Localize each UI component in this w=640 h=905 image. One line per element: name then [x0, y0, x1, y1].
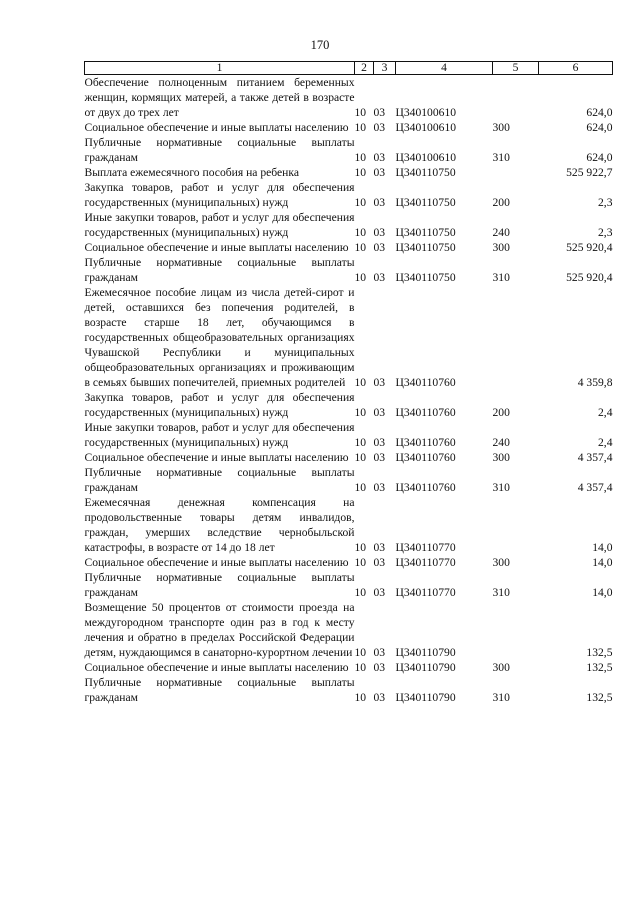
column-header-subsection: 3: [374, 62, 396, 75]
row-subsection: 03: [373, 271, 386, 284]
table-row: [85, 120, 613, 135]
row-section: 10: [354, 661, 367, 674]
row-amount: 2,3: [598, 196, 613, 209]
row-section: 10: [354, 151, 367, 164]
row-type: 200: [492, 196, 510, 209]
row-amount: 14,0: [592, 586, 613, 599]
row-code: Ц340100610: [395, 106, 457, 119]
row-name: Выплата ежемесячного пособия на ребенка: [84, 166, 299, 179]
row-subsection: 03: [373, 586, 386, 599]
row-section: 10: [354, 121, 367, 134]
row-subsection: 03: [373, 646, 386, 659]
table-row: [85, 390, 613, 420]
row-name: Иные закупки товаров, работ и услуг для обеспечения государственных (муниципальных) нужд: [84, 421, 355, 449]
row-code: Ц340110750: [395, 226, 456, 239]
row-code: Ц340110760: [395, 406, 456, 419]
row-subsection: 03: [373, 166, 386, 179]
row-type: 200: [492, 406, 510, 419]
row-type: 300: [492, 661, 510, 674]
row-code: Ц340110760: [395, 376, 456, 389]
row-code: Ц340100610: [395, 151, 457, 164]
row-type: 300: [492, 451, 510, 464]
row-code: Ц340110750: [395, 271, 456, 284]
table-row: [85, 75, 613, 121]
row-type: [493, 495, 539, 555]
row-name: Публичные нормативные социальные выплаты гражданам: [84, 571, 355, 599]
row-subsection: 03: [373, 376, 386, 389]
row-amount: 624,0: [586, 106, 613, 119]
row-subsection: 03: [373, 436, 386, 449]
row-name: Социальное обеспечение и иные выплаты населению: [84, 241, 349, 254]
row-type: 300: [492, 241, 510, 254]
row-name: Социальное обеспечение и иные выплаты населению: [84, 121, 349, 134]
row-subsection: 03: [373, 106, 386, 119]
table-row: [85, 465, 613, 495]
row-section: 10: [354, 691, 367, 704]
row-subsection: 03: [373, 481, 386, 494]
row-name: Публичные нормативные социальные выплаты гражданам: [84, 256, 355, 284]
row-amount: 132,5: [586, 691, 613, 704]
row-amount: 4 357,4: [577, 451, 613, 464]
table-row: [85, 495, 613, 555]
row-type: 240: [492, 436, 510, 449]
row-subsection: 03: [373, 451, 386, 464]
header-row: [85, 62, 613, 75]
row-amount: 132,5: [586, 661, 613, 674]
row-code: Ц340110760: [395, 451, 456, 464]
row-type: [493, 285, 539, 390]
row-amount: 2,4: [598, 436, 613, 449]
row-type: [493, 600, 539, 660]
row-section: 10: [354, 451, 367, 464]
row-type: 310: [492, 151, 510, 164]
row-subsection: 03: [373, 691, 386, 704]
row-section: 10: [354, 166, 367, 179]
row-code: Ц340110750: [395, 196, 456, 209]
column-header-code: 4: [396, 62, 493, 75]
table-row: [85, 135, 613, 165]
row-name: Возмещение 50 процентов от стоимости проезда на междугородном транспорте один раз в год к месту лечения и обратно в пределах Российской Федерации детям, нуждающимся в санаторно-курортном лечении: [84, 601, 355, 659]
row-amount: 4 359,8: [577, 376, 613, 389]
row-code: Ц340110760: [395, 481, 456, 494]
row-code: Ц340110750: [395, 241, 456, 254]
row-subsection: 03: [373, 226, 386, 239]
table-row: [85, 285, 613, 390]
row-code: Ц340110790: [395, 661, 456, 674]
row-amount: 14,0: [592, 556, 613, 569]
row-section: 10: [354, 106, 367, 119]
table-row: [85, 675, 613, 705]
row-name: Публичные нормативные социальные выплаты гражданам: [84, 466, 355, 494]
row-section: 10: [354, 541, 367, 554]
row-section: 10: [354, 646, 367, 659]
row-amount: 2,4: [598, 406, 613, 419]
row-name: Социальное обеспечение и иные выплаты населению: [84, 661, 349, 674]
row-subsection: 03: [373, 241, 386, 254]
row-section: 10: [354, 241, 367, 254]
row-code: Ц340110790: [395, 691, 456, 704]
row-section: 10: [354, 586, 367, 599]
row-subsection: 03: [373, 121, 386, 134]
row-amount: 624,0: [586, 121, 613, 134]
row-name: Публичные нормативные социальные выплаты гражданам: [84, 676, 355, 704]
row-code: Ц340110790: [395, 646, 456, 659]
row-type: 300: [492, 121, 510, 134]
row-type: [493, 165, 539, 180]
table-row: [85, 660, 613, 675]
row-name: Социальное обеспечение и иные выплаты населению: [84, 451, 349, 464]
row-code: Ц340110770: [395, 541, 456, 554]
row-type: 310: [492, 586, 510, 599]
row-section: 10: [354, 376, 367, 389]
row-section: 10: [354, 196, 367, 209]
table-row: [85, 240, 613, 255]
row-name: Обеспечение полноценным питанием беременных женщин, кормящих матерей, а также детей в возрасте от двух до трех лет: [84, 76, 355, 119]
row-code: Ц340110760: [395, 436, 456, 449]
row-section: 10: [354, 481, 367, 494]
row-amount: 14,0: [592, 541, 613, 554]
row-subsection: 03: [373, 151, 386, 164]
row-subsection: 03: [373, 661, 386, 674]
row-type: 300: [492, 556, 510, 569]
column-header-type: 5: [493, 62, 539, 75]
table-row: [85, 450, 613, 465]
row-subsection: 03: [373, 541, 386, 554]
table-row: [85, 180, 613, 210]
column-header-name: 1: [85, 62, 355, 75]
row-code: Ц340110770: [395, 586, 456, 599]
row-type: 310: [492, 271, 510, 284]
row-subsection: 03: [373, 406, 386, 419]
table-row: [85, 600, 613, 660]
row-code: Ц340100610: [395, 121, 457, 134]
table-row: [85, 255, 613, 285]
table-row: [85, 165, 613, 180]
row-section: 10: [354, 406, 367, 419]
row-name: Иные закупки товаров, работ и услуг для обеспечения государственных (муниципальных) нужд: [84, 211, 355, 239]
row-section: 10: [354, 436, 367, 449]
row-amount: 132,5: [586, 646, 613, 659]
row-amount: 2,3: [598, 226, 613, 239]
column-header-section: 2: [355, 62, 374, 75]
row-name: Ежемесячная денежная компенсация на продовольственные товары детям инвалидов, граждан, умерших вследствие чернобыльской катастрофы, в возрасте от 14 до 18 лет: [84, 496, 355, 554]
table-body: [85, 75, 613, 706]
row-amount: 624,0: [586, 151, 613, 164]
page-number: 170: [310, 38, 330, 52]
row-amount: 525 922,7: [566, 166, 613, 179]
table-row: [85, 210, 613, 240]
row-code: Ц340110750: [395, 166, 456, 179]
row-section: 10: [354, 556, 367, 569]
row-type: 310: [492, 691, 510, 704]
column-header-amount: 6: [539, 62, 613, 75]
row-type: [493, 75, 539, 121]
row-type: 240: [492, 226, 510, 239]
budget-table: [84, 61, 613, 705]
row-name: Ежемесячное пособие лицам из числа детей-сирот и детей, оставшихся без попечения родителей, в возрасте старше 18 лет, обучающимся в государственных общеобразовательных организациях Чувашской Республики и муниципальных общеобразовательных организациях и проживающим в семьях бывших попечителей, приемных родителей: [84, 286, 355, 389]
row-code: Ц340110770: [395, 556, 456, 569]
row-subsection: 03: [373, 556, 386, 569]
table-header: [85, 62, 613, 75]
table-row: [85, 570, 613, 600]
row-section: 10: [354, 226, 367, 239]
row-name: Публичные нормативные социальные выплаты гражданам: [84, 136, 355, 164]
row-name: Закупка товаров, работ и услуг для обеспечения государственных (муниципальных) нужд: [84, 391, 355, 419]
table-row: [85, 555, 613, 570]
row-amount: 525 920,4: [566, 241, 613, 254]
row-amount: 4 357,4: [577, 481, 613, 494]
row-subsection: 03: [373, 196, 386, 209]
row-name: Закупка товаров, работ и услуг для обеспечения государственных (муниципальных) нужд: [84, 181, 355, 209]
row-name: Социальное обеспечение и иные выплаты населению: [84, 556, 349, 569]
row-section: 10: [354, 271, 367, 284]
row-type: 310: [492, 481, 510, 494]
table-row: [85, 420, 613, 450]
row-amount: 525 920,4: [566, 271, 613, 284]
